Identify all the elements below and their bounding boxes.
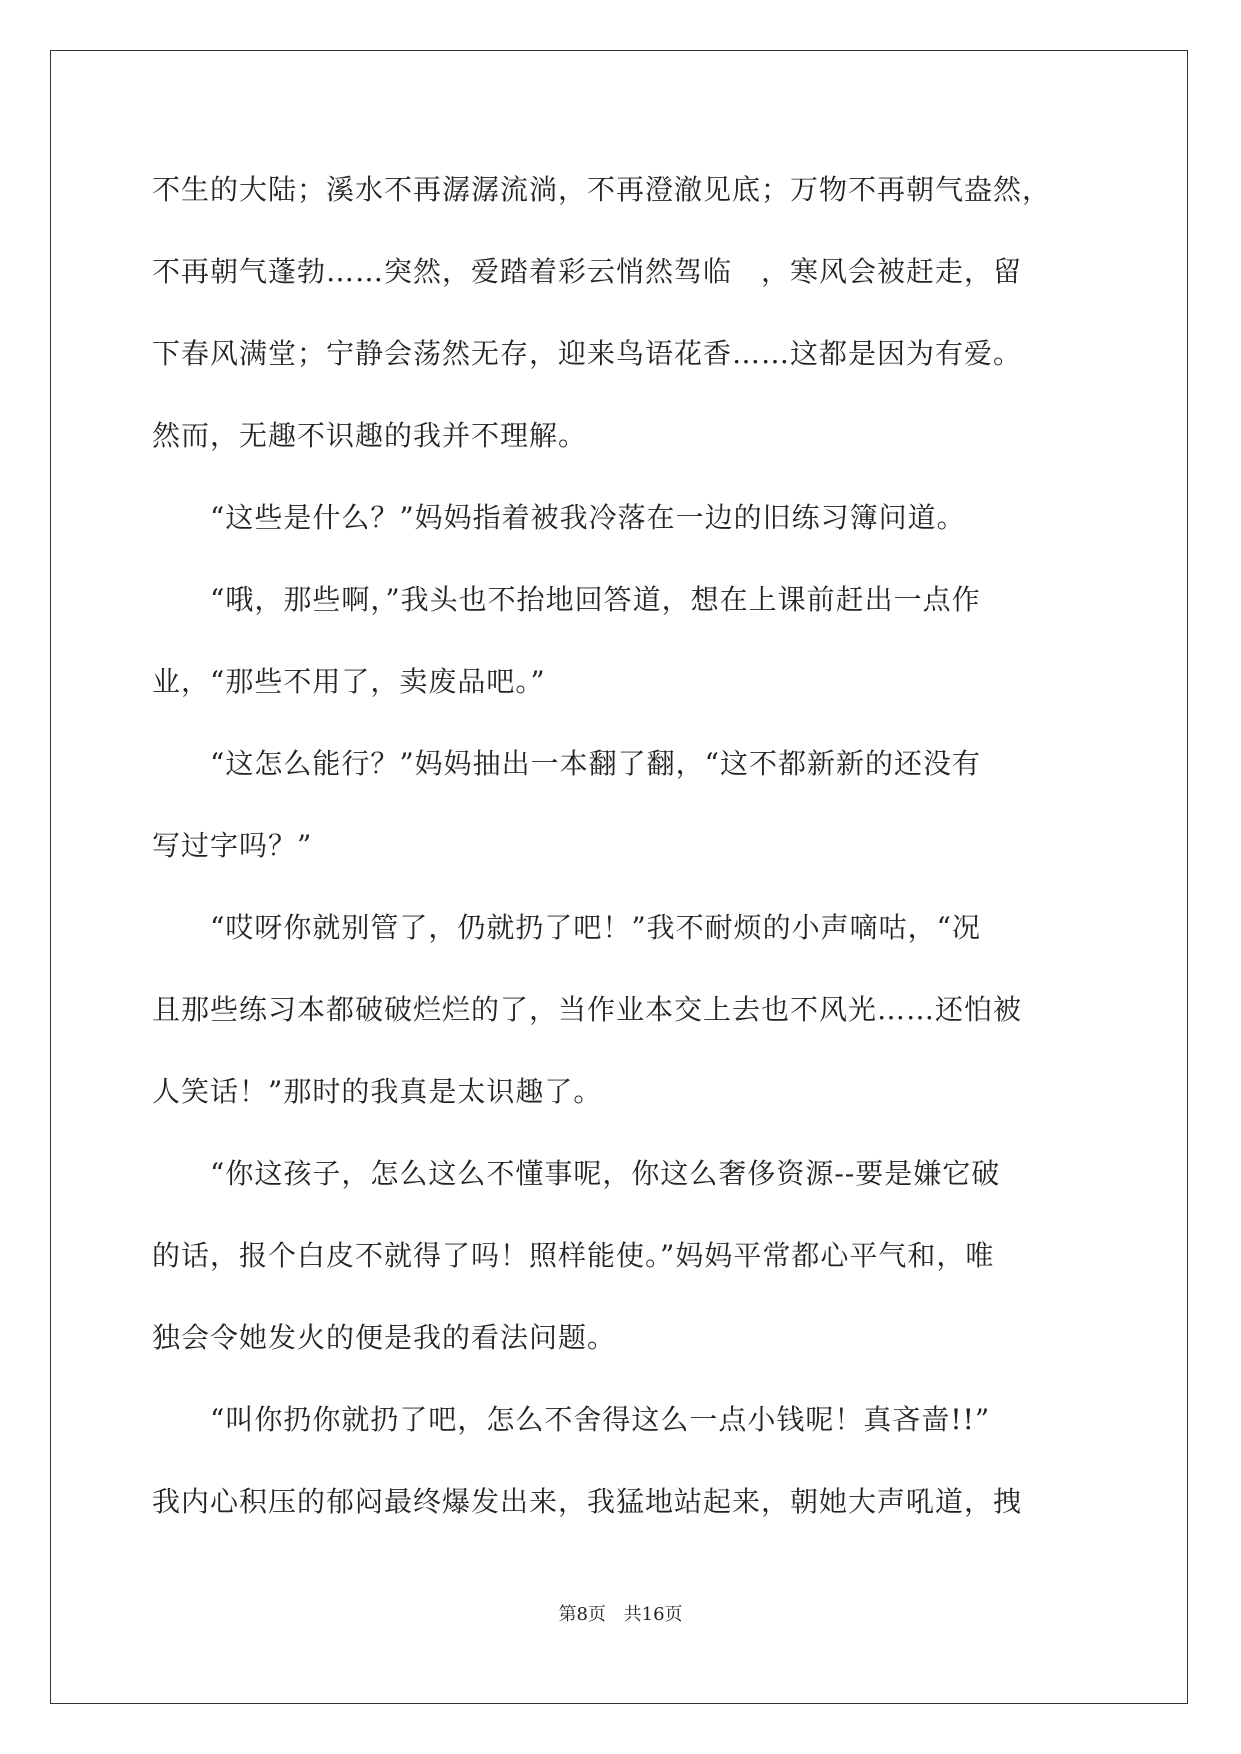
text-line: “这怎么能行？”妈妈抽出一本翻了翻，“这不都新新的还没有 bbox=[152, 747, 981, 780]
text-line: “叫你扔你就扔了吧，怎么不舍得这么一点小钱呢！真吝啬!!” bbox=[152, 1403, 991, 1436]
text-line: 的话，报个白皮不就得了吗！照样能使。”妈妈平常都心平气和，唯 bbox=[152, 1239, 995, 1272]
text-line: “这些是什么？”妈妈指着被我冷落在一边的旧练习簿问道。 bbox=[152, 501, 966, 534]
text-line: 不生的大陆；溪水不再潺潺流淌，不再澄澈见底；万物不再朝气盎然， bbox=[152, 173, 1052, 206]
text-line: “你这孩子，怎么这么不懂事呢，你这么奢侈资源--要是嫌它破 bbox=[152, 1157, 1001, 1190]
text-line: 业，“那些不用了，卖废品吧。” bbox=[152, 665, 546, 698]
text-line: 独会令她发火的便是我的看法问题。 bbox=[152, 1321, 617, 1354]
text-line: 下春风满堂；宁静会荡然无存，迎来鸟语花香……这都是因为有爱。 bbox=[152, 337, 1023, 370]
text-line: 然而，无趣不识趣的我并不理解。 bbox=[152, 419, 588, 452]
text-line: “哦，那些啊，”我头也不抬地回答道，想在上课前赶出一点作 bbox=[152, 583, 981, 616]
page-number: 第8页 bbox=[558, 1604, 606, 1625]
text-line: 且那些练习本都破破烂烂的了，当作业本交上去也不风光……还怕被 bbox=[152, 993, 1023, 1026]
text-line: “哎呀你就别管了，仍就扔了吧！”我不耐烦的小声嘀咕，“况 bbox=[152, 911, 981, 944]
text-line: 写过字吗？” bbox=[152, 829, 313, 862]
text-line: 人笑话！”那时的我真是太识趣了。 bbox=[152, 1075, 603, 1108]
text-line: 我内心积压的郁闷最终爆发出来，我猛地站起来，朝她大声吼道，拽 bbox=[152, 1485, 1023, 1518]
document-body bbox=[152, 165, 1102, 1559]
text-line: 不再朝气蓬勃……突然，爱踏着彩云悄然驾临 ，寒风会被赶走，留 bbox=[152, 255, 1023, 288]
page-total: 共16页 bbox=[623, 1604, 683, 1625]
page-footer bbox=[0, 1600, 1241, 1626]
